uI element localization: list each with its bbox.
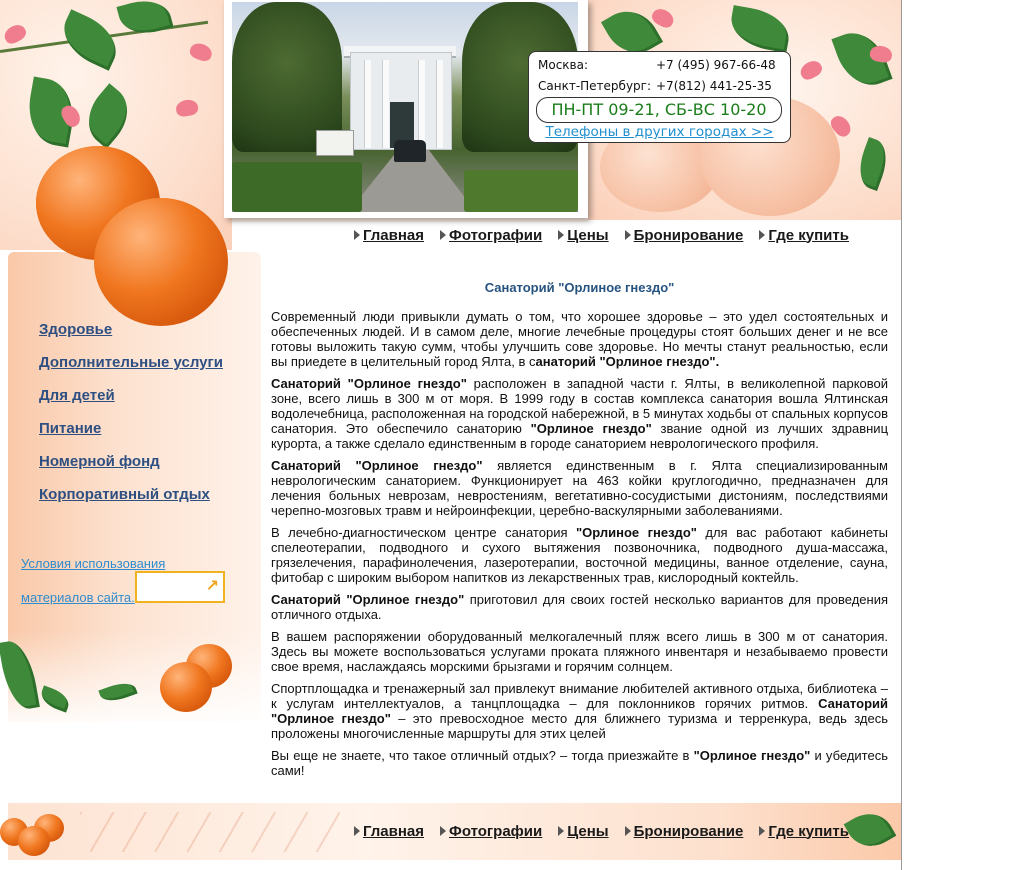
nav-arrow-icon [558,230,564,240]
orange-decoration [94,198,228,326]
paragraph [271,309,888,369]
paragraph [271,525,888,585]
nav-item-where-to-buy[interactable] [757,227,849,244]
footer-nav-item-prices[interactable] [556,823,608,840]
footer-nav [352,821,863,841]
text: В лечебно-диагностическом центре санатория [271,525,576,540]
sidebar-item-health[interactable]: Здоровье [39,321,113,338]
bold-text: "Орлиное гнездо" [575,525,697,540]
corner-arrow-icon: ↗ [205,576,219,595]
working-hours: ПН-ПТ 09-21, СБ-ВС 10-20 [536,97,782,123]
nav-label[interactable]: Фотографии [449,822,543,840]
paragraph [271,592,888,622]
contact-phone-spb: +7(812) 441-25-35 [656,79,772,93]
photo-car [394,140,426,162]
nav-item-booking[interactable] [623,227,744,244]
nav-arrow-icon [354,826,360,836]
text: приготовил для своих гостей несколько вариантов для проведения отличного отдыха. [271,592,888,622]
sidebar-item-corporate[interactable]: Корпоративный отдых [39,486,210,503]
nav-label[interactable]: Главная [363,226,425,244]
nav-arrow-icon [625,826,631,836]
main-content [271,280,888,785]
terms-link-line1[interactable]: Условия использования [21,556,166,571]
photo-hedge [232,162,362,212]
text: расположен в западной части г. Ялты, в великолепной парковой зоне, всего лишь в 300 м от моря. В 1999 году в состав комплекса санатория вошла Ялтинская водолечебница, расположенная на городской набережной, в 5 минутах ходьбы от спальных корпусов санатория. Это обеспечило санаторию [271,376,889,436]
orange-decoration [160,662,212,712]
nav-label[interactable]: Где купить [768,822,849,840]
text: для вас работают кабинеты спелеотерапии, подводного и сухого вытяжения позвоночника, подводного душа-массажа, грязелечения, парафинолечения, лазеротерапии, восточной медицины, ванное отделение, сауна, фитобар с широким выбором напитков из лекарственных трав, кислородный коктейль. [271,525,888,585]
bold-text: Санаторий "Орлиное гнездо" [271,696,888,726]
bold-text: Санаторий "Орлиное гнездо" [271,376,467,391]
photo-column [418,60,425,148]
contacts-box [528,51,791,143]
nav-arrow-icon [625,230,631,240]
contact-city-spb: Санкт-Петербург: [538,79,652,93]
paragraph [271,376,888,451]
nav-item-photos[interactable] [438,227,542,244]
nav-arrow-icon [440,826,446,836]
text: и убедитесь сами! [271,748,888,778]
nav-label[interactable]: Фотографии [449,226,543,244]
sidebar-menu [39,321,223,519]
bold-text: Санаторий "Орлиное гнездо" [271,592,465,607]
text: В вашем распоряжении оборудованный мелкогалечный пляж всего лишь в 300 м от санатория. Здесь вы можете воспользоваться услугами проката пляжного инвентаря и незабываемо провести свое время, наслаждаясь морскими брызгами и горячим солнцем. [271,629,888,674]
text: Вы еще не знаете, что такое отличный отдых? – тогда приезжайте в [271,748,694,763]
nav-label[interactable]: Цены [567,226,609,244]
photo-hedge [464,170,578,212]
text: звание одной из лучших здравниц курорта, а также сделало единственным в городе санаторием неврологического профиля. [271,421,889,451]
orange-decoration [18,826,50,856]
footer-nav-item-booking[interactable] [623,823,744,840]
bold-text: "Орлиное гнездо" [693,748,811,763]
nav-arrow-icon [759,826,765,836]
nav-label[interactable]: Бронирование [633,226,744,244]
paragraph [271,681,888,741]
bold-text: "Орлиное гнездо" [530,421,652,436]
paragraph [271,748,888,778]
photo-sign [316,130,354,156]
nav-arrow-icon [354,230,360,240]
nav-item-prices[interactable] [556,227,608,244]
sidebar-item-rooms[interactable]: Номерной фонд [39,453,160,470]
nav-arrow-icon [440,230,446,240]
photo-column [436,60,443,148]
other-cities-phones-link[interactable]: Телефоны в других городах >> [545,124,774,140]
page-title: Санаторий "Орлиное гнездо" [484,280,675,295]
nav-label[interactable]: Бронирование [633,822,744,840]
bold-text: Санаторий "Орлиное гнездо" [271,458,483,473]
photo-column [364,60,371,148]
contact-city-moscow: Москва: [538,58,589,72]
nav-arrow-icon [558,826,564,836]
sanatorium-photo [232,2,578,212]
nav-label[interactable]: Где купить [768,226,849,244]
terms-badge[interactable] [135,571,225,603]
contact-phone-moscow: +7 (495) 967-66-48 [656,58,776,72]
text: является единственным в г. Ялта специализированным неврологическим санаторием. Функционирует на 463 койки круглогодично, предназначен для лечения больных неврозам, невростениям, вегетативно-сосудистыми дистониям, последствиями черепно-мозговых травм и нейроинфекции, церебно-васкулярными заболеваниями. [271,458,888,518]
nav-label[interactable]: Главная [363,822,425,840]
text: Спортплощадка и тренажерный зал привлекут внимание любителей активного отдыха, библиотека – к услугам интеллектуалов, а танцплощадка – для поклонников горячих ритмов. [271,681,888,711]
text: – это превосходное место для ближнего туризма и терренкура, ведь здесь проложены многочисленные маршруты для этих целей [271,711,889,741]
nav-item-home[interactable] [352,227,424,244]
footer-nav-item-photos[interactable] [438,823,542,840]
nav-label[interactable]: Цены [567,822,609,840]
sidebar-item-children[interactable]: Для детей [39,387,115,404]
top-nav [352,225,863,245]
footer-nav-item-home[interactable] [352,823,424,840]
paragraph [271,629,888,674]
nav-arrow-icon [759,230,765,240]
footer-nav-item-where-to-buy[interactable] [757,823,849,840]
sidebar-item-food[interactable]: Питание [39,420,102,437]
photo-column [382,60,389,148]
paragraph [271,458,888,518]
terms-link-line2[interactable]: материалов сайта. [21,590,135,605]
text: Современный люди привыкли думать о том, что хорошее здоровье – это удел состоятельных и обеспеченных людей. И в самом деле, многие лечебные процедуры стоят больших денег и не все готовы выложить такую сумм, чтобы улучшить сове здоровье. Но мечты станут реальностью, если вы приедете в целительный город Ялта, в с [271,309,888,369]
bold-text: анаторий "Орлиное гнездо". [535,354,720,369]
footer-pattern [80,812,340,852]
sidebar-item-extra-services[interactable]: Дополнительные услуги [39,354,223,371]
